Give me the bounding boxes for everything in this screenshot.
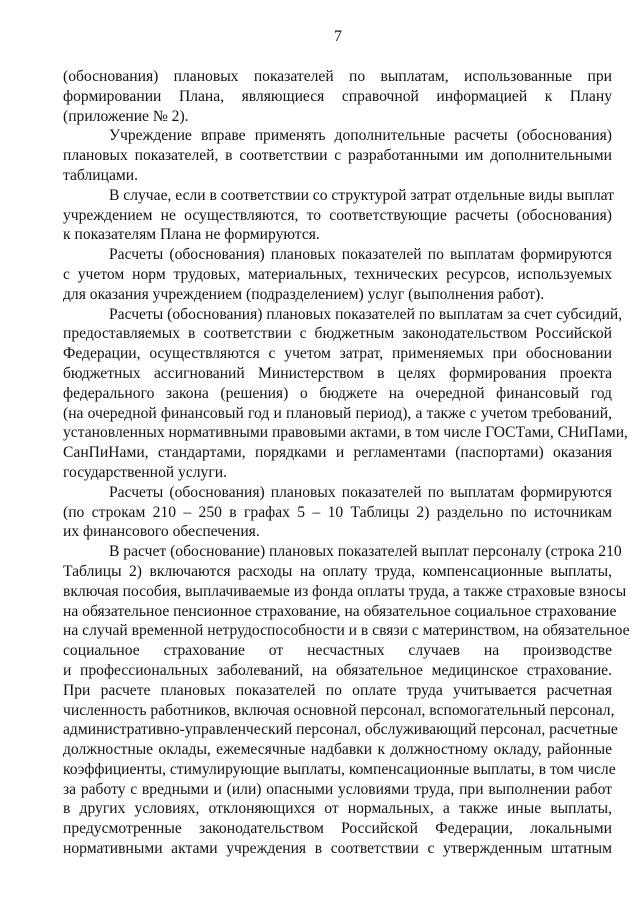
text-line: Таблицы 2) включаются расходы на оплату труда, компенсационные выплаты, (63, 562, 612, 580)
text-line: (обоснования) плановых показателей по выплатам, использованные при (63, 68, 612, 85)
text-line: государственной услуги. (63, 463, 227, 481)
text-line: коэффициенты, стимулирующие выплаты, компенсационные выплаты, в том числе (63, 760, 616, 778)
text-line: их финансового обеспечения. (63, 523, 260, 541)
paragraph (63, 245, 612, 304)
text-line: включая пособия, выплачиваемые из фонда оплаты труда, а также страховые взносы (63, 582, 627, 600)
text-line: (на очередной финансовый год и плановый период), а также с учетом требований, (63, 404, 612, 422)
text-line: федерального закона (решения) о бюджете на очередной финансовый год (63, 384, 612, 402)
text-line: к показателям Плана не формируются. (63, 226, 320, 244)
text-line: При расчете плановых показателей по оплате труда учитывается расчетная (63, 681, 612, 699)
text-line: установленных нормативными правовыми актами, в том числе ГОСТами, СНиПами, (63, 424, 628, 442)
text-line: (по строкам 210 – 250 в графах 5 – 10 Таблицы 2) раздельно по источникам (63, 503, 612, 521)
text-line: Расчеты (обоснования) плановых показателей по выплатам за счет субсидий, (109, 305, 623, 323)
text-line: на обязательное пенсионное страхование, на обязательное социальное страхование (63, 602, 617, 620)
text-line: должностные оклады, ежемесячные надбавки к должностному окладу, районные (63, 741, 612, 759)
text-line: предоставляемых в соответствии с бюджетным законодательством Российской (63, 325, 612, 343)
text-line: социальное страхование от несчастных случаев на производстве (63, 642, 612, 660)
text-line: за работу с вредными и (или) опасными условиями труда, при выполнении работ (63, 780, 612, 798)
text-line: с учетом норм трудовых, материальных, технических ресурсов, используемых (63, 265, 612, 283)
text-line: таблицами. (63, 166, 138, 184)
paragraph (63, 542, 630, 859)
text-line: численность работников, включая основной персонал, вспомогательный персонал, (63, 701, 615, 719)
paragraph (63, 483, 612, 542)
text-line: В случае, если в соответствии со структурой затрат отдельные виды выплат (109, 186, 614, 204)
paragraph (63, 67, 612, 126)
text-line: административно-управленческий персонал, обслуживающий персонал, расчетные (63, 721, 618, 739)
text-line: Расчеты (обоснования) плановых показателей по выплатам формируются (109, 483, 612, 501)
text-line: для оказания учреждением (подразделением) услуг (выполнения работ). (63, 285, 545, 303)
text-line: формировании Плана, являющиеся справочной информацией к Плану (63, 87, 612, 105)
text-line: Расчеты (обоснования) плановых показателей по выплатам формируются (109, 246, 612, 264)
paragraph (63, 186, 612, 245)
text-line: предусмотренные законодательством Российской Федерации, локальными (63, 820, 612, 838)
text-line: нормативными актами учреждения в соответствии с утвержденным штатным (63, 840, 612, 858)
page-number: 7 (334, 28, 342, 45)
text-line: Федерации, осуществляются с учетом затрат, применяемых при обосновании (63, 345, 612, 363)
text-line: учреждением не осуществляются, то соответствующие расчеты (обоснования) (63, 206, 612, 224)
text-line: на случай временной нетрудоспособности и в связи с материнством, на обязательное (63, 622, 630, 640)
text-line: и профессиональных заболеваний, на обязательное медицинское страхование. (63, 661, 612, 679)
text-line: в других условиях, отклоняющихся от нормальных, а также иные выплаты, (63, 800, 612, 818)
text-line: (приложение № 2). (63, 107, 189, 125)
text-line: В расчет (обоснование) плановых показателей выплат персоналу (строка 210 (109, 543, 622, 561)
text-line: СанПиНами, стандартами, порядками и регламентами (паспортами) оказания (63, 444, 612, 462)
text-line: плановых показателей, в соответствии с разработанными им дополнительными (63, 147, 612, 165)
paragraph (63, 305, 628, 483)
paragraph (63, 126, 612, 185)
document-body (63, 67, 630, 859)
text-line: Учреждение вправе применять дополнительные расчеты (обоснования) (109, 127, 612, 145)
text-line: бюджетных ассигнований Министерством в целях формирования проекта (63, 364, 612, 382)
